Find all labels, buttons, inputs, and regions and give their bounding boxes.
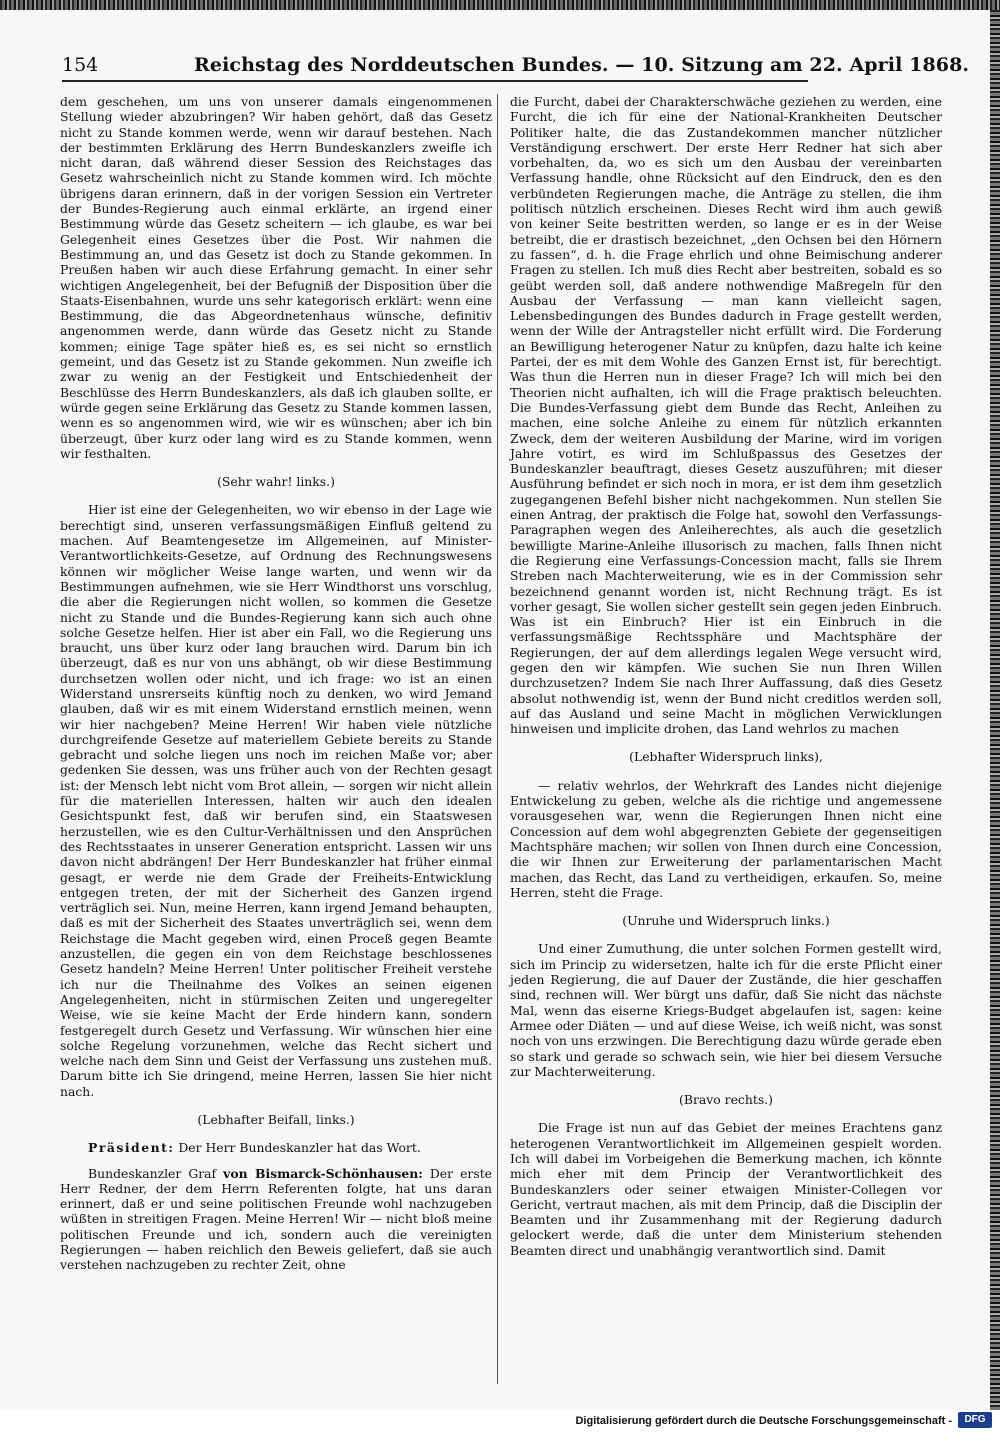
dfg-logo: DFG [958,1412,992,1428]
paragraph: Hier ist eine der Gelegenheiten, wo wir ebenso in der Lage wie berechtigt sind, unseren verfassungsmäßigen Einfluß geltend zu machen. Auf Beamtengesetze im Allgemeinen, auf Minister-Verantwortlichkeits-Gesetze, auf Ordnung des Rechnungswesens können wir möglicher Weise lange warten, und wenn wir da Bestimmungen aufnehmen, wie sie Herr Windthorst uns vorschlug, die aber die Regierungen nicht wollen, so kommen die Gesetze nicht zu Stande und die Bundes-Regierung kann sich auch ohne solche Gesetze helfen. Hier ist aber ein Fall, wo die Regierung uns braucht, uns über kurz oder lang brauchen wird. Darum bin ich überzeugt, daß es nur von uns abhängt, ob wir diese Bestimmung durchsetzen wollen oder nicht, und ich frage: wo ist an einen Widerstand unsrerseits künftig noch zu denken, wo wird Jemand glauben, daß wir es mit einem Widerstand ernstlich meinen, wenn wir hier nachgeben? Meine Herren! Wir haben viele nützliche durchgreifende Gesetze auf materiellem Gebiete bereits zu Stande gebracht und solche liegen uns noch im reichen Maße vor; aber gedenken Sie dessen, was uns früher auch von der Rechten gesagt ist: der Mensch lebt nicht vom Brot allein, — sorgen wir nicht allein für die materiellen Interessen, halten wir auch den idealen Gesichtspunkt fest, daß wir berufen sind, ein Staatswesen herzustellen, wie es den Cultur-Verhältnissen und den Ansprüchen des Rechtsstaates in unserer Generation entspricht. Lassen wir uns davon nicht abdrängen! Der Herr Bundeskanzler hat früher einmal gesagt, er werde nie dem Grade der Freiheits-Entwicklung entgegen treten, der mit der Sicherheit des Ganzen irgend verträglich sei. Nun, meine Herren, kann irgend Jemand behaupten, daß es mit der Sicherheit des Staates unverträglich sei, wenn dem Reichstage die Macht gegeben wird, einen Proceß gegen Beamte anzustellen, die gegen ein von dem Reichstage beschlossenes Gesetz handeln? Meine Herren! Unter politischer Freiheit verstehe ich nur die Theilnahme des Volkes an seinen eigenen Angelegenheiten, nicht in stürmischen Zeiten und ungeregelter Weise, wie sie keine Macht der Erde hindern kann, sondern festgeregelt durch Gesetz und Verfassung. Wir wünschen hier eine solche Regelung vorzunehmen, welche das Recht sichert und welche nach dem Sinn und Geist der Verfassung uns zustehen muß. Darum bitte ich Sie dringend, meine Herren, lassen Sie hier nicht nach. [60,502,492,1099]
paragraph: dem geschehen, um uns von unserer damals eingenommenen Stellung wieder abzubringen? Wir haben gehört, daß das Gesetz nicht zu Stande kommen werde, wenn wir darauf bestehen. Nach der bestimmten Erklärung des Herrn Bundeskanzlers zweifle ich nicht daran, daß während dieser Session des Reichstages das Gesetz wahrscheinlich nicht zu Stande kommen wird. Ich möchte übrigens daran erinnern, daß in der vorigen Session ein Vertreter der Bundes-Regierung auch einmal erklärte, an irgend einer Bestimmung würde das Gesetz scheitern — ich glaube, es war bei Gelegenheit eines Gesetzes über die Post. Wir nahmen die Bestimmung an, und das Gesetz ist doch zu Stande gekommen. In Preußen haben wir auch diese Erfahrung gemacht. In einer sehr wichtigen Angelegenheit, bei der Befugniß der Disposition über die Staats-Eisenbahnen, wurde uns sehr kategorisch erklärt: wenn eine Bestimmung, die das Abgeordnetenhaus wünsche, definitiv angenommen werde, dann würde das Gesetz nicht zu Stande kommen; einige Tage später hieß es, es sei nicht so ernstlich gemeint, und das Gesetz ist zu Stande gekommen. Nun zweifle ich zwar zu wenig an der Festigkeit und Entschiedenheit der Beschlüsse des Herrn Bundeskanzlers, als daß ich glauben sollte, er würde gegen seine Erklärung das Gesetz zu Stande kommen lassen, wenn es so angenommen wird, wie wir es wünschen; aber ich bin überzeugt, über kurz oder lang wird es zu Stande kommen, wenn wir festhalten. [60,94,492,461]
scan-edge-top [0,0,1000,10]
reaction: (Sehr wahr! links.) [217,474,335,490]
speech-text: Der Herr Bundeskanzler hat das Wort. [174,1140,421,1156]
column-divider [497,94,498,1384]
funding-note: Digitalisierung gefördert durch die Deutsche Forschungsgemeinschaft - [575,1415,952,1427]
paragraph: die Furcht, dabei der Charakterschwäche geziehen zu werden, eine Furcht, die ich für eine der National-Krankheiten Deutscher Politiker halte, die das Zustandekommen mancher nützlicher Verständigung erschwert. Der erste Herr Redner hat sich aber vorbehalten, da, wo es sich um den Ausbau der vereinbarten Verfassung handle, ohne Rücksicht auf den Eindruck, den es den verbündeten Regierungen mache, die Anträge zu stellen, die ihm politisch nützlich erscheinen. Dieses Recht wird ihm auch gewiß von keiner Seite bestritten werden, so lange er es in der Weise betreibt, die er drastisch bezeichnet, „den Ochsen bei den Hörnern zu fassen“, d. h. die Frage ehrlich und ohne Beimischung anderer Fragen zu stellen. Ich muß dies Recht aber bestreiten, sobald es so geübt werden soll, daß andere nothwendige Maßregeln für den Ausbau der Verfassung — man kann vielleicht sagen, Lebensbedingungen des Bundes dadurch in Frage gestellt werden, wenn der Wille der Antragsteller nicht erfüllt wird. Die Forderung an Bewilligung heterogener Natur zu knüpfen, dazu halte ich keine Partei, der es mit dem Wohle des Ganzen Ernst ist, für berechtigt. Was thun die Herren nun in dieser Frage? Ich will mich bei den Theorien nicht aufhalten, ich will die Frage praktisch beleuchten. Die Bundes-Verfassung giebt dem Bunde das Recht, Anleihen zu machen, eine solche Anleihe zu einem für nützlich erkannten Zweck, dem der weiteren Ausbildung der Marine, wird im vorigen Jahre votirt, es wird im Schlußpassus des Gesetzes der Bundeskanzler beauftragt, dieses Gesetz auszuführen; mit dieser Ausführung befindet er sich noch in mora, er ist dem ihm gesetzlich zugegangenen Befehl bisher nicht nachgekommen. Nun stellen Sie einen Antrag, der praktisch die Folge hat, sowohl den Verfassungs-Paragraphen wegen des Anleiherechtes, als auch die gesetzlich bewilligte Marine-Anleihe illusorisch zu machen, falls Ihnen nicht die Regierung eine Verfassungs-Concession macht, falls sie Ihrem Streben nach Machterweiterung, wie es in der Commission sehr bezeichnend genannt worden ist, nicht Rechnung trägt. Es ist vorher gesagt, Sie wollen sicher gestellt sein gegen jeden Einbruch. Was ist ein Einbruch? Hier ist ein Einbruch in die verfassungsmäßige Rechtssphäre und Machtsphäre der Regierungen, der auf dem allerdings legalen Wege versucht wird, gegen den wir kämpfen. Wie suchen Sie nun Ihren Willen durchzusetzen? Indem Sie nach Ihrer Auffassung, daß dies Gesetz absolut nothwendig ist, wenn der Bund nicht creditlos werden soll, auf das Ausland und seine Macht in möglichen Verwicklungen hinweisen und implicite drohen, das Land wehrlos zu machen [510,94,942,737]
paragraph: Und einer Zumuthung, die unter solchen Formen gestellt wird, sich im Princip zu widersetzen, halte ich für die erste Pflicht einer jeden Regierung, die auf Dauer der Zustände, die hier geschaffen sind, rechnen will. Wer bürgt uns dafür, daß Sie nicht das nächste Mal, wenn das eiserne Kriegs-Budget abgelaufen ist, sagen: keine Armee oder Diäten — und auf diese Weise, ich weiß nicht, was sonst noch von uns erzwingen. Die Berechtigung dazu würde gerade eben so stark und gerade so schwach sein, wie hier bei diesem Versuche zur Machterweiterung. [510,941,942,1079]
right-column [510,94,942,1258]
speaker-paragraph [60,1166,492,1273]
speaker-title: Bundeskanzler Graf [88,1165,224,1181]
speaker-paragraph [60,1140,492,1155]
paragraph: — relativ wehrlos, der Wehrkraft des Landes nicht diejenige Entwickelung zu geben, welche als die richtige und angemessene vorausgesehen war, wenn die Regierungen Ihnen nicht eine Concession auf dem wohl abgegrenzten Gebiete der gegenseitigen Machtsphäre machen; wir sollen von Ihnen durch eine Concession, die wir Ihnen zur Erweiterung der parlamentarischen Macht machen, das Recht, das Land zu vertheidigen, erkaufen. So, meine Herren, steht die Frage. [510,777,942,900]
scan-edge-right [990,10,1000,1410]
page-header [62,52,970,80]
reaction: (Bravo rechts.) [679,1092,773,1108]
page-number: 154 [62,54,99,76]
header-rule [62,80,808,82]
running-title: Reichstag des Norddeutschen Bundes. — 10. Sitzung am 22. April 1868. [194,54,970,76]
reaction: (Lebhafter Beifall, links.) [197,1112,355,1127]
speech-text: Der erste Herr Redner, der dem Herrn Referenten folgte, hat uns daran erinnert, daß er und seine politischen Freunde wohl nachzugeben wüßten in streitigen Fragen. Meine Herren! Wir — nicht bloß meine politischen Freunde und ich, sondern auch die vereinigten Regierungen — haben reichlich den Beweis geliefert, daß sie auch verstehen nachzugeben zu rechter Zeit, ohne [60,1165,493,1273]
reaction: (Lebhafter Widerspruch links), [629,749,823,765]
left-column [60,94,492,1273]
paragraph: Die Frage ist nun auf das Gebiet der meines Erachtens ganz heterogenen Verantwortlichkeit im Allgemeinen gespielt worden. Ich will dabei im Vorbeigehen die Bemerkung machen, ich könnte mich eher mit dem Princip der Verantwortlichkeit des Bundeskanzlers oder seiner etwaigen Minister-Collegen vor Gericht, vertraut machen, als mit dem Princip, daß die Disciplin der Beamten und ihr Zusammenhang mit der Regierung dadurch gelockert werde, daß die unter dem Ministerium stehenden Beamten direct und unabhängig verantwortlich sind. Damit [510,1120,942,1258]
speaker-name: Präsident: [88,1140,175,1156]
speaker-name: von Bismarck-Schönhausen: [223,1165,423,1181]
footer [0,1410,1000,1432]
reaction: (Unruhe und Widerspruch links.) [622,913,830,929]
